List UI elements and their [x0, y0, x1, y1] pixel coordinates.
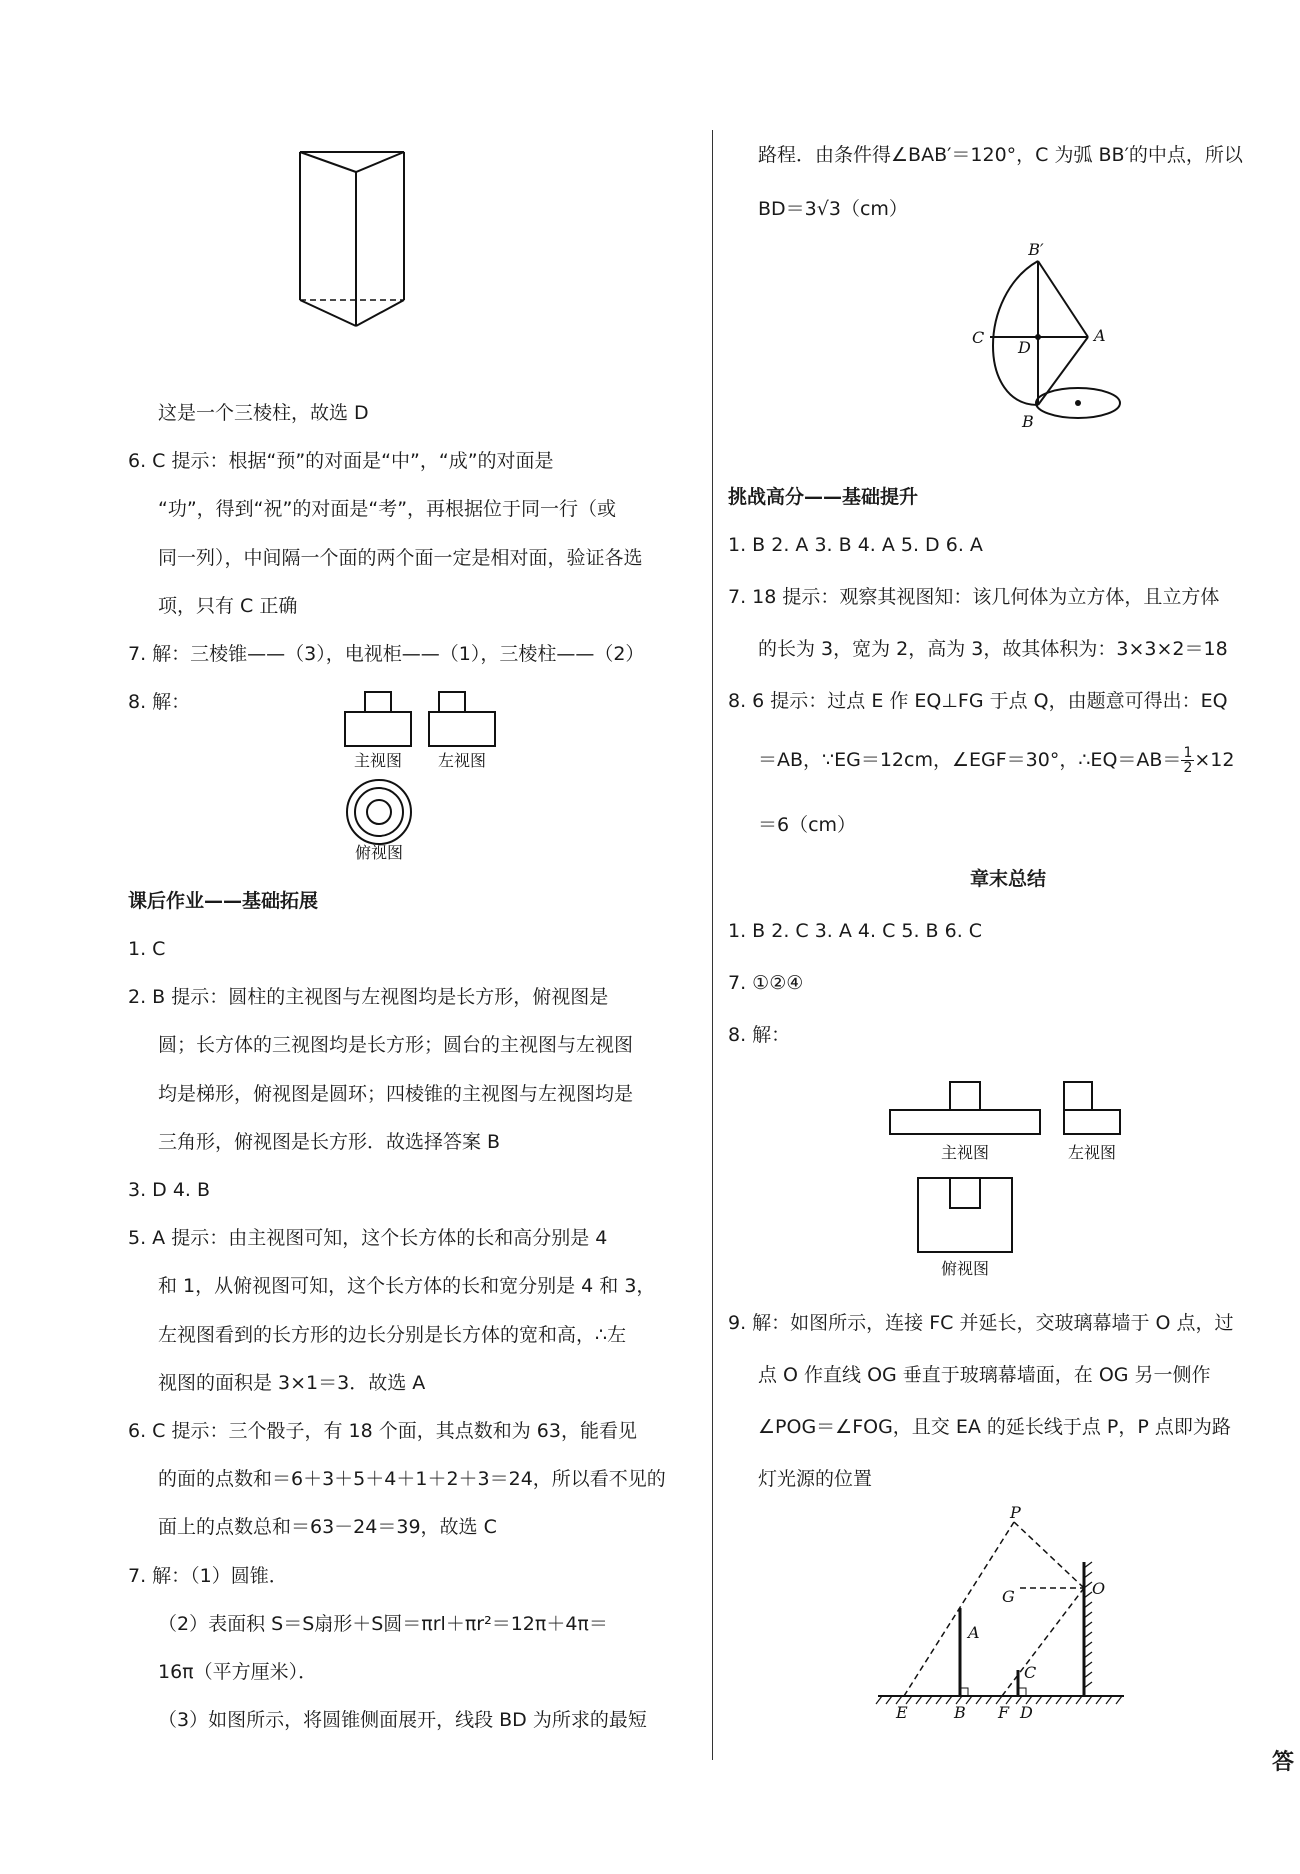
answer-line: 的面的点数和＝6＋3＋5＋4＋1＋2＋3＝24，所以看不见的	[158, 1468, 666, 1490]
answer-line: 6. C 提示：三个骰子，有 18 个面，其点数和为 63，能看见	[128, 1420, 637, 1442]
answer-line: 9. 解：如图所示，连接 FC 并延长，交玻璃幕墙于 O 点，过	[728, 1312, 1234, 1334]
label-d: D	[1018, 338, 1031, 357]
answer-line: BD＝3√3（cm）	[758, 198, 908, 220]
label-a: A	[1094, 326, 1106, 345]
answer-line: 1. B 2. A 3. B 4. A 5. D 6. A	[728, 534, 983, 556]
answer-line: 项，只有 C 正确	[158, 595, 298, 617]
streetlight-figure-q9	[878, 1503, 1148, 1724]
fraction-one-half	[1181, 746, 1194, 775]
page-mark: 答	[1271, 1750, 1294, 1775]
answer-line: 5. A 提示：由主视图可知，这个长方体的长和高分别是 4	[128, 1227, 608, 1249]
unfolded-cone-figure	[938, 240, 1118, 435]
answer-text: ＝AB，∵EG＝12cm，∠EGF＝30°，∴EQ＝AB＝	[758, 749, 1182, 771]
answer-line: 1. B 2. C 3. A 4. C 5. B 6. C	[728, 920, 983, 942]
label-c: C	[1024, 1663, 1037, 1682]
answer-line: 的长为 3，宽为 2，高为 3，故其体积为：3×3×2＝18	[758, 638, 1228, 660]
section-heading: 课后作业——基础拓展	[128, 890, 319, 912]
answer-line: “功”，得到“祝”的对面是“考”，再根据位于同一行（或	[158, 498, 617, 520]
label-g: G	[1002, 1587, 1015, 1606]
answer-line: 3. D 4. B	[128, 1179, 211, 1201]
answer-line: 7. 解：（1）圆锥．	[128, 1565, 288, 1587]
answer-line: 灯光源的位置	[758, 1468, 873, 1490]
three-views-figure-q8	[343, 692, 523, 862]
column-divider	[712, 130, 713, 1760]
answer-line: 7. ①②④	[728, 972, 804, 994]
fraction-numerator: 1	[1183, 745, 1193, 761]
answer-line: 视图的面积是 3×1＝3．故选 A	[158, 1372, 426, 1394]
answer-line: 和 1，从俯视图可知，这个长方体的长和宽分别是 4 和 3，	[158, 1275, 656, 1297]
three-views-figure-summary-q8	[888, 1082, 1148, 1282]
answer-line: 8. 解：	[728, 1024, 791, 1046]
answer-line: 8. 解：	[128, 691, 191, 713]
label-b-prime: B′	[1028, 240, 1044, 259]
answer-line: （2）表面积 S＝S扇形＋S圆＝πrl＋πr²＝12π＋4π＝	[158, 1613, 608, 1635]
answer-line: 7. 解：三棱锥——（3），电视柜——（1），三棱柱——（2）	[128, 643, 645, 665]
front-view-caption: 主视图	[353, 751, 403, 770]
answer-line: ＝6（cm）	[758, 814, 857, 836]
answer-line: 7. 18 提示：观察其视图知：该几何体为立方体，且立方体	[728, 586, 1220, 608]
top-view-caption: 俯视图	[354, 843, 404, 862]
answer-line: 6. C 提示：根据“预”的对面是“中”，“成”的对面是	[128, 450, 554, 472]
answer-line: 16π（平方厘米）．	[158, 1661, 318, 1683]
label-f: F	[998, 1703, 1010, 1722]
label-c: C	[972, 328, 985, 347]
label-a: A	[968, 1623, 980, 1642]
label-b: B	[1022, 412, 1034, 431]
answer-line: 面上的点数总和＝63－24＝39，故选 C	[158, 1516, 497, 1538]
section-heading: 章末总结	[969, 868, 1046, 890]
label-o: O	[1092, 1579, 1106, 1598]
answer-line	[758, 746, 1234, 775]
answer-line: ∠POG＝∠FOG，且交 EA 的延长线于点 P，P 点即为路	[758, 1416, 1231, 1438]
label-p: P	[1010, 1503, 1021, 1522]
answer-line: 点 O 作直线 OG 垂直于玻璃幕墙面，在 OG 另一侧作	[758, 1364, 1211, 1386]
triangular-prism-figure	[298, 148, 438, 328]
answer-line: 左视图看到的长方形的边长分别是长方体的宽和高，∴左	[158, 1324, 627, 1346]
answer-line: 1. C	[128, 938, 166, 960]
label-b: B	[954, 1703, 966, 1722]
fraction-denominator: 2	[1183, 760, 1193, 776]
answer-line: 同一列），中间隔一个面的两个面一定是相对面，验证各选	[158, 547, 643, 569]
answer-line: 8. 6 提示：过点 E 作 EQ⊥FG 于点 Q，由题意可得出：EQ	[728, 690, 1228, 712]
answer-line: 圆；长方体的三视图均是长方形；圆台的主视图与左视图	[158, 1034, 634, 1056]
label-d: D	[1020, 1703, 1033, 1722]
top-view-caption: 俯视图	[940, 1259, 990, 1278]
answer-line: 路程．由条件得∠BAB′＝120°，C 为弧 BB′的中点，所以	[758, 144, 1243, 166]
section-heading: 挑战高分——基础提升	[728, 486, 919, 508]
front-view-caption: 主视图	[940, 1143, 990, 1162]
answer-line: 三角形，俯视图是长方形．故选择答案 B	[158, 1131, 501, 1153]
answer-line: 均是梯形，俯视图是圆环；四棱锥的主视图与左视图均是	[158, 1083, 634, 1105]
answer-line: 2. B 提示：圆柱的主视图与左视图均是长方形，俯视图是	[128, 986, 609, 1008]
answer-text: ×12	[1194, 749, 1235, 771]
answer-line: 这是一个三棱柱，故选 D	[158, 402, 369, 424]
label-e: E	[896, 1703, 908, 1722]
left-view-caption: 左视图	[437, 751, 487, 770]
answer-line: （3）如图所示，将圆锥侧面展开，线段 BD 为所求的最短	[158, 1709, 647, 1731]
left-view-caption: 左视图	[1067, 1143, 1117, 1162]
